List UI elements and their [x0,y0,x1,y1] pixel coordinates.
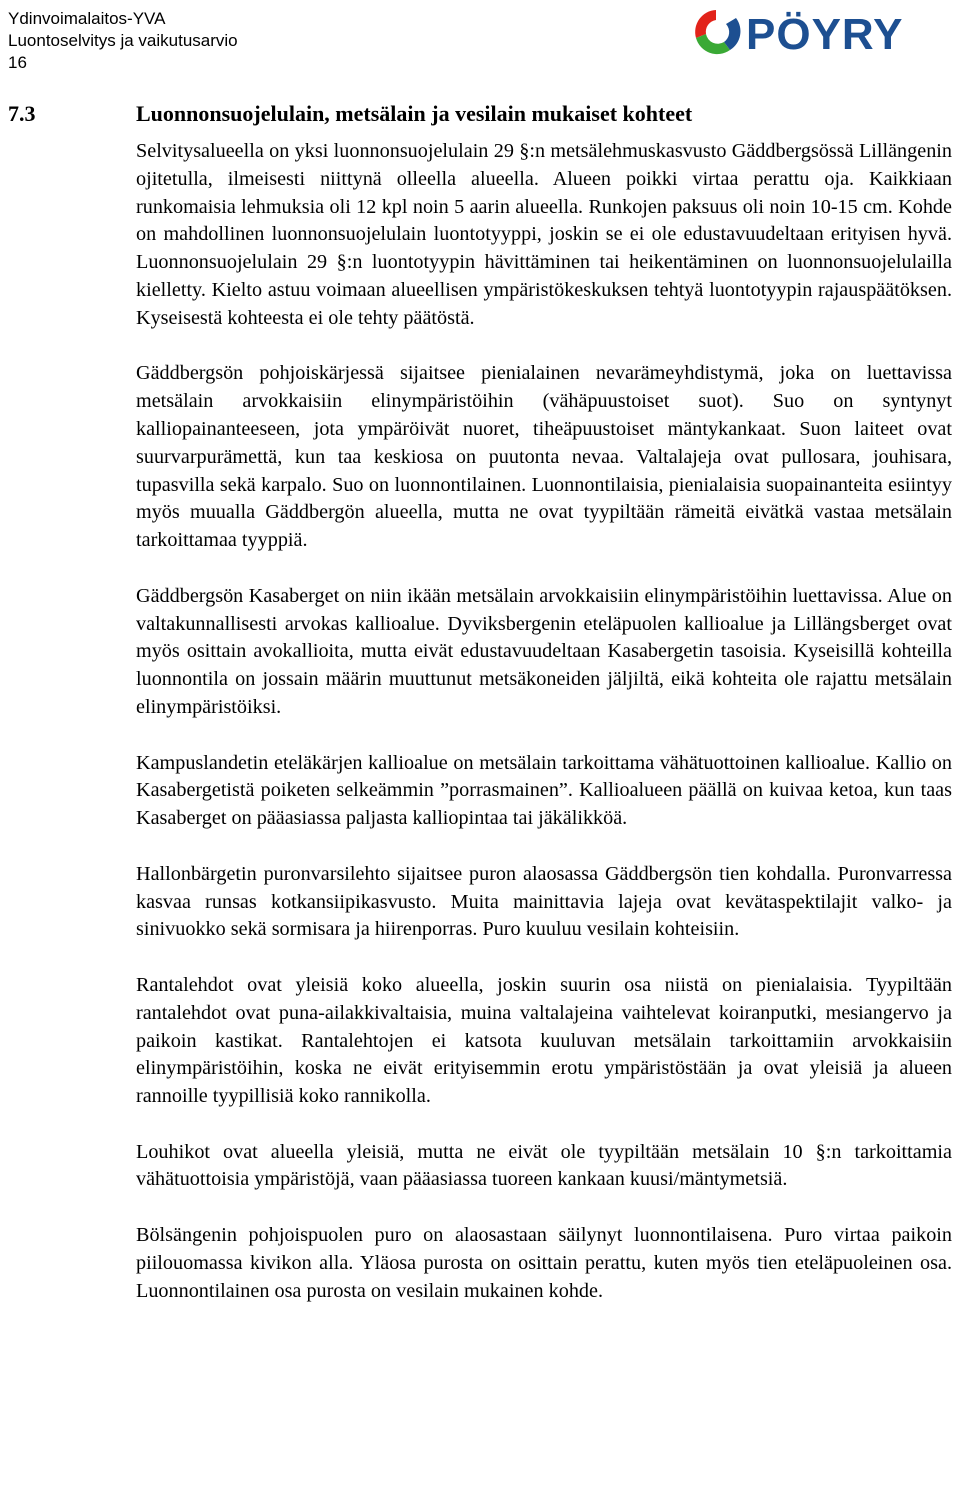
page-header [0,0,960,80]
body-text [136,138,952,1305]
section-number: 7.3 [8,101,36,126]
paragraph: Rantalehdot ovat yleisiä koko alueella, joskin suurin osa niistä on pienialaisia. Tyypiltään rantalehdot ovat puna-ailakkivaltaisia, muina valtalajeina vaihtelevat koiranputki, mesiangervo ja paikoin kastikat. Rantalehtojen ei katsota kuuluvan metsälain tarkoittamiin arvokkaisiin elinympäristöihin, koska ne eivät erityisemmin erotu ympäristöstään ja ovat yleisiä ja alueen rannoille tyypillisiä koko rannikolla. [136,973,952,1108]
document-title: Ydinvoimalaitos-YVA [8,9,166,28]
paragraph: Bölsängenin pohjoispuolen puro on alaosastaan säilynyt luonnontilaisena. Puro virtaa paikoin piilouomassa kivikon alla. Yläosa purosta on osittain perattu, kuten myös tien eteläpuoleinen osa. Luonnontilainen osa purosta on vesilain mukainen kohde. [136,1224,952,1302]
paragraph: Gäddbergsön pohjoiskärjessä sijaitsee pienialainen nevarämeyhdistymä, joka on luettavissa metsälain arvokkaisiin elinympäristöihin (vähäpuustoiset suot). Suo on syntynyt kalliopainanteeseen, jota ympäröivät nuoret, tiheäpuustoiset mäntykankaat. Suon laiteet ovat suurvarpurämettä, kun taa keskiosa on puutonta nevaa. Valtalajeja ovat pullosara, jouhisara, tupasvilla sekä karpalo. Suo on luonnontilainen. Luonnontilaisia, pienialaisia suopainanteita esiintyy myös muualla Gäddbergön alueella, mutta ne ovat tyypiltään rämeitä eivätkä vastaa metsälain tarkoittamaa tyyppiä. [136,362,952,552]
section-heading [8,100,692,128]
page-number: 16 [8,53,27,72]
logo-text: PÖYRY [746,10,904,58]
paragraph: Gäddbergsön Kasaberget on niin ikään metsälain arvokkaisiin elinympäristöihin luettavissa. Alue on valtakunnallisesti arvokas kallioalue. Dyviksbergenin eteläpuolen kallioalue ja Lillängsberget ovat myös osittain avokallioita, mutta eivät edustavuudeltaan Kasabergetin tasoisia. Kyseisillä kohteilla luonnontila on jossain määrin muuttunut metsäkoneiden jäljiltä, eikä kohteita ole rajattu metsälain elinympäristöiksi. [136,584,952,718]
poyry-logo [688,4,954,58]
document-subtitle: Luontoselvitys ja vaikutusarvio [8,31,238,50]
paragraph: Louhikot ovat alueella yleisiä, mutta ne eivät ole tyypiltään metsälain 10 §:n tarkoittamia vähätuottoisia ympäristöjä, vaan pääasiassa tuoreen kankaan kuusi/mäntymetsiä. [136,1140,952,1191]
paragraph: Hallonbärgetin puronvarsilehto sijaitsee puron alaosassa Gäddbergsön tien kohdalla. Puronvarressa kasvaa runsas kotkansiipikasvusto. Muita mainittavia lajeja ovat kevätaspektilajit valko- ja sinivuokko sekä sormisara ja hiirenporras. Puro kuuluu vesilain kohteisiin. [136,862,952,941]
paragraph: Kampuslandetin eteläkärjen kallioalue on metsälain tarkoittama vähätuottoinen kallioalue. Kallio on Kasabergetistä poiketen selkeämmin ”porrasmainen”. Kallioalueen päällä on kuivaa ketoa, kun taas Kasaberget on pääasiassa paljasta kalliopintaa tai jäkälikköä. [136,751,952,830]
logo-swirl-icon [695,10,740,54]
section-title: Luonnonsuojelulain, metsälain ja vesilain mukaiset kohteet [136,101,693,126]
document-meta [8,8,238,74]
paragraph: Selvitysalueella on yksi luonnonsuojelulain 29 §:n metsälehmuskasvusto Gäddbergsössä Lillängenin ojitetulla, ilmeisesti niittynä olleella alueella. Alueen poikki virtaa perattu oja. Kaikkiaan runkomaisia lehmuksia oli 12 kpl noin 5 aarin alueella. Runkojen paksuus oli noin 10-15 cm. Kohde on mahdollinen luonnonsuojelulain luontotyyppi, joskin se ei ole edustavuudeltaan erityisen hyvä. Luonnonsuojelulain 29 §:n luontotyypin hävittäminen tai heikentäminen on luonnonsuojelulailla kielletty. Kielto astuu voimaan alueellisen ympäristökeskuksen tehtyä luontotyypin rajauspäätöksen. Kyseisestä kohteesta ei ole tehty päätöstä. [136,140,952,329]
